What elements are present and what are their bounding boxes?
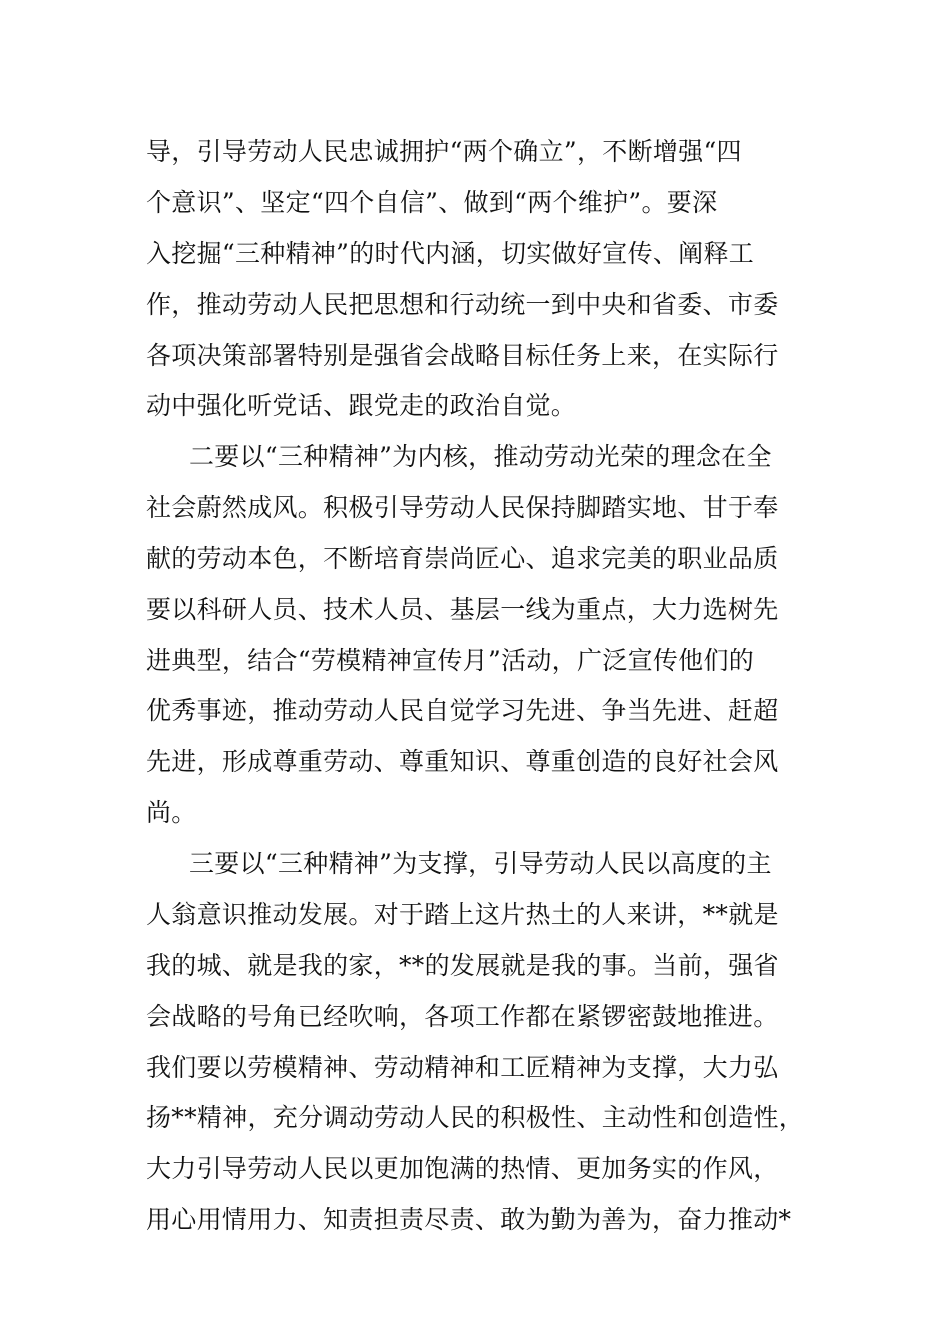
text-line: 我们要以劳模精神、劳动精神和工匠精神为支撑，大力弘 [146,1053,779,1082]
text-line: 入挖掘“三种精神”的时代内涵，切实做好宣传、阐释工 [146,239,755,268]
text-line: 动中强化听党话、跟党走的政治自觉。 [146,391,577,420]
text-line: 社会蔚然成风。积极引导劳动人民保持脚踏实地、甘于奉 [146,493,779,522]
text-line: 个意识”、坚定“四个自信”、做到“两个维护”。要深 [146,188,718,217]
text-line: 优秀事迹，推动劳动人民自觉学习先进、争当先进、赶超 [146,696,779,725]
text-line: 大力引导劳动人民以更加饱满的热情、更加务实的作风， [146,1154,779,1183]
text-line: 要以科研人员、技术人员、基层一线为重点，大力选树先 [146,595,779,624]
text-line: 献的劳动本色，不断培育崇尚匠心、追求完美的职业品质 [146,544,779,573]
text-line: 各项决策部署特别是强省会战略目标任务上来，在实际行 [146,341,779,370]
text-line: 我的城、就是我的家，**的发展就是我的事。当前，强省 [146,951,779,980]
text-line: 尚。 [146,798,197,827]
text-line: 先进，形成尊重劳动、尊重知识、尊重创造的良好社会风 [146,747,779,776]
text-line: 会战略的号角已经吹响，各项工作都在紧锣密鼓地推进。 [146,1002,779,1031]
text-line: 作，推动劳动人民把思想和行动统一到中央和省委、市委 [146,290,779,319]
text-line: 用心用情用力、知责担责尽责、敢为勤为善为，奋力推动* [146,1205,792,1234]
paragraph-start-line: 二要以“三种精神”为内核，推动劳动光荣的理念在全 [189,442,772,471]
text-line: 导，引导劳动人民忠诚拥护“两个确立”，不断增强“四 [146,137,742,166]
text-line: 进典型，结合“劳模精神宣传月”活动，广泛宣传他们的 [146,646,755,675]
text-line: 扬**精神，充分调动劳动人民的积极性、主动性和创造性， [146,1103,805,1132]
paragraph-start-line: 三要以“三种精神”为支撑，引导劳动人民以高度的主 [189,849,772,878]
text-line: 人翁意识推动发展。对于踏上这片热土的人来讲，**就是 [146,900,779,929]
